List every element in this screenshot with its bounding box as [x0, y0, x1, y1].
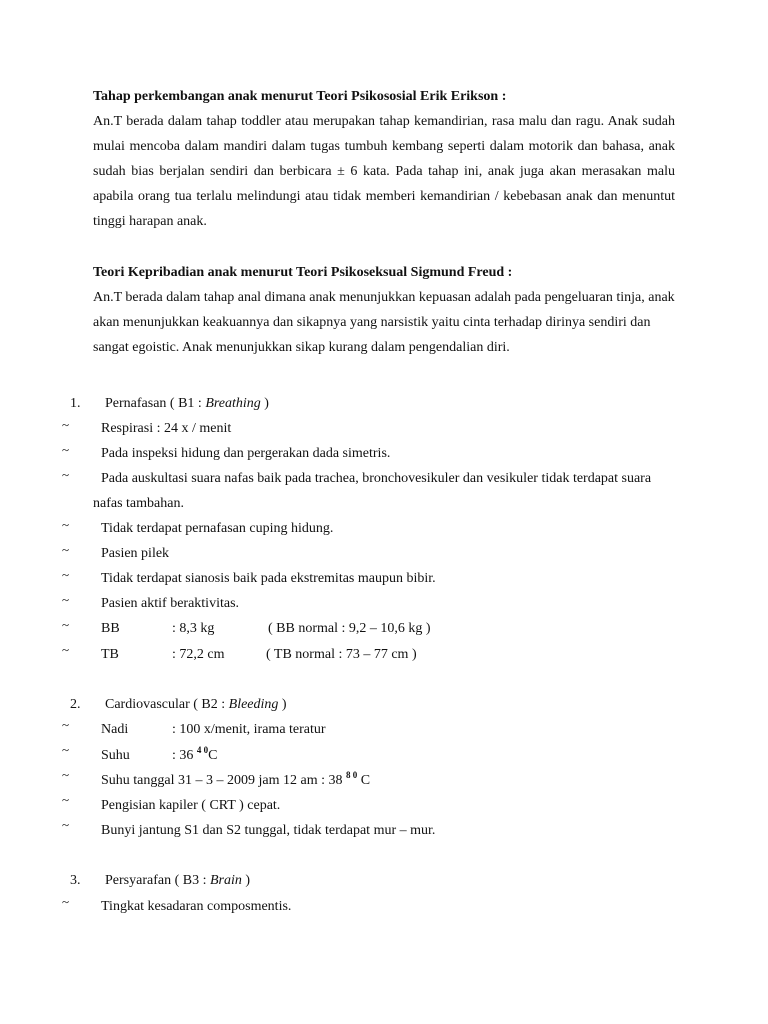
suhu-label: Suhu — [101, 748, 130, 763]
tilde-bullet: ~ — [62, 817, 70, 832]
section-number: 2. — [70, 697, 81, 712]
suhu-value: : 36 $^{4 0}$C — [172, 745, 218, 763]
tilde-bullet: ~ — [62, 442, 70, 457]
list-item: Pasien aktif beraktivitas. — [101, 596, 240, 611]
section-title: Cardiovascular ( B2 : Bleeding ) — [105, 697, 287, 712]
tb-label: TB — [101, 647, 119, 662]
erikson-heading: Tahap perkembangan anak menurut Teori Psikososial Erik Erikson : — [93, 89, 507, 104]
freud-paragraph: An.T berada dalam tahap anal dimana anak menunjukkan kepuasan adalah pada pengeluaran tinja, anak akan menunjukkan keakuannya dan sikapnya yang narsistik yaitu cinta terhadap dirinya sendiri dan sangat egoistic. Anak menunjukkan sikap kurang dalam pengendalian diri. — [93, 290, 675, 355]
list-item: Pada inspeksi hidung dan pergerakan dada simetris. — [101, 446, 391, 461]
list-item: Tidak terdapat sianosis baik pada ekstremitas maupun bibir. — [101, 571, 436, 586]
tilde-bullet: ~ — [62, 792, 70, 807]
nadi-row — [101, 722, 326, 738]
tilde-bullet: ~ — [62, 517, 70, 532]
bb-value: : 8,3 kg — [172, 621, 215, 636]
tilde-bullet: ~ — [62, 592, 70, 607]
tilde-bullet: ~ — [62, 417, 70, 432]
tilde-bullet: ~ — [62, 767, 70, 782]
tilde-bullet: ~ — [62, 467, 70, 482]
bb-label: BB — [101, 621, 120, 636]
tilde-bullet: ~ — [62, 542, 70, 557]
suhu-tanggal-row: Suhu tanggal 31 – 3 – 2009 jam 12 am : 38 $^{8 0}$ C — [101, 770, 371, 788]
bb-row — [101, 621, 431, 637]
section-number: 1. — [70, 396, 81, 411]
section-title: Pernafasan ( B1 : Breathing ) — [105, 396, 269, 411]
tilde-bullet: ~ — [62, 742, 70, 757]
freud-heading: Teori Kepribadian anak menurut Teori Psikoseksual Sigmund Freud : — [93, 265, 513, 280]
list-item: Tingkat kesadaran composmentis. — [101, 899, 292, 914]
tilde-bullet: ~ — [62, 717, 70, 732]
section-title: Persyarafan ( B3 : Brain ) — [105, 873, 251, 888]
bb-normal: ( BB normal : 9,2 – 10,6 kg ) — [268, 621, 431, 636]
list-item: Pasien pilek — [101, 546, 170, 561]
list-item: Tidak terdapat pernafasan cuping hidung. — [101, 521, 334, 536]
tilde-bullet: ~ — [62, 617, 70, 632]
tb-row — [101, 647, 417, 663]
list-item: Respirasi : 24 x / menit — [101, 421, 232, 436]
erikson-paragraph: An.T berada dalam tahap toddler atau merupakan tahap kemandirian, rasa malu dan ragu. Anak sudah mulai mencoba dalam mandiri dalam tugas tumbuh kembang seperti dalam motorik dan bahasa, anak sudah bias berjalan sendiri dan berbicara ± 6 kata. Pada tahap ini, anak juga akan merasakan malu apabila orang tua terlalu melindungi atau tidak memberi kemandirian / kebebasan anak dan menuntut tinggi harapan anak. — [93, 114, 675, 229]
section-number: 3. — [70, 873, 81, 888]
tilde-bullet: ~ — [62, 567, 70, 582]
tb-value: : 72,2 cm — [172, 647, 225, 662]
nadi-value: : 100 x/menit, irama teratur — [172, 722, 326, 737]
suhu-row — [101, 745, 218, 764]
list-item: Bunyi jantung S1 dan S2 tunggal, tidak terdapat mur – mur. — [101, 823, 436, 838]
tilde-bullet: ~ — [62, 642, 70, 657]
list-item: Pada auskultasi suara nafas baik pada trachea, bronchovesikuler dan vesikuler tidak terdapat suara nafas tambahan. — [93, 471, 652, 511]
nadi-label: Nadi — [101, 722, 129, 737]
tb-normal: ( TB normal : 73 – 77 cm ) — [266, 647, 417, 662]
list-item: Pengisian kapiler ( CRT ) cepat. — [101, 798, 281, 813]
tilde-bullet: ~ — [62, 894, 70, 909]
